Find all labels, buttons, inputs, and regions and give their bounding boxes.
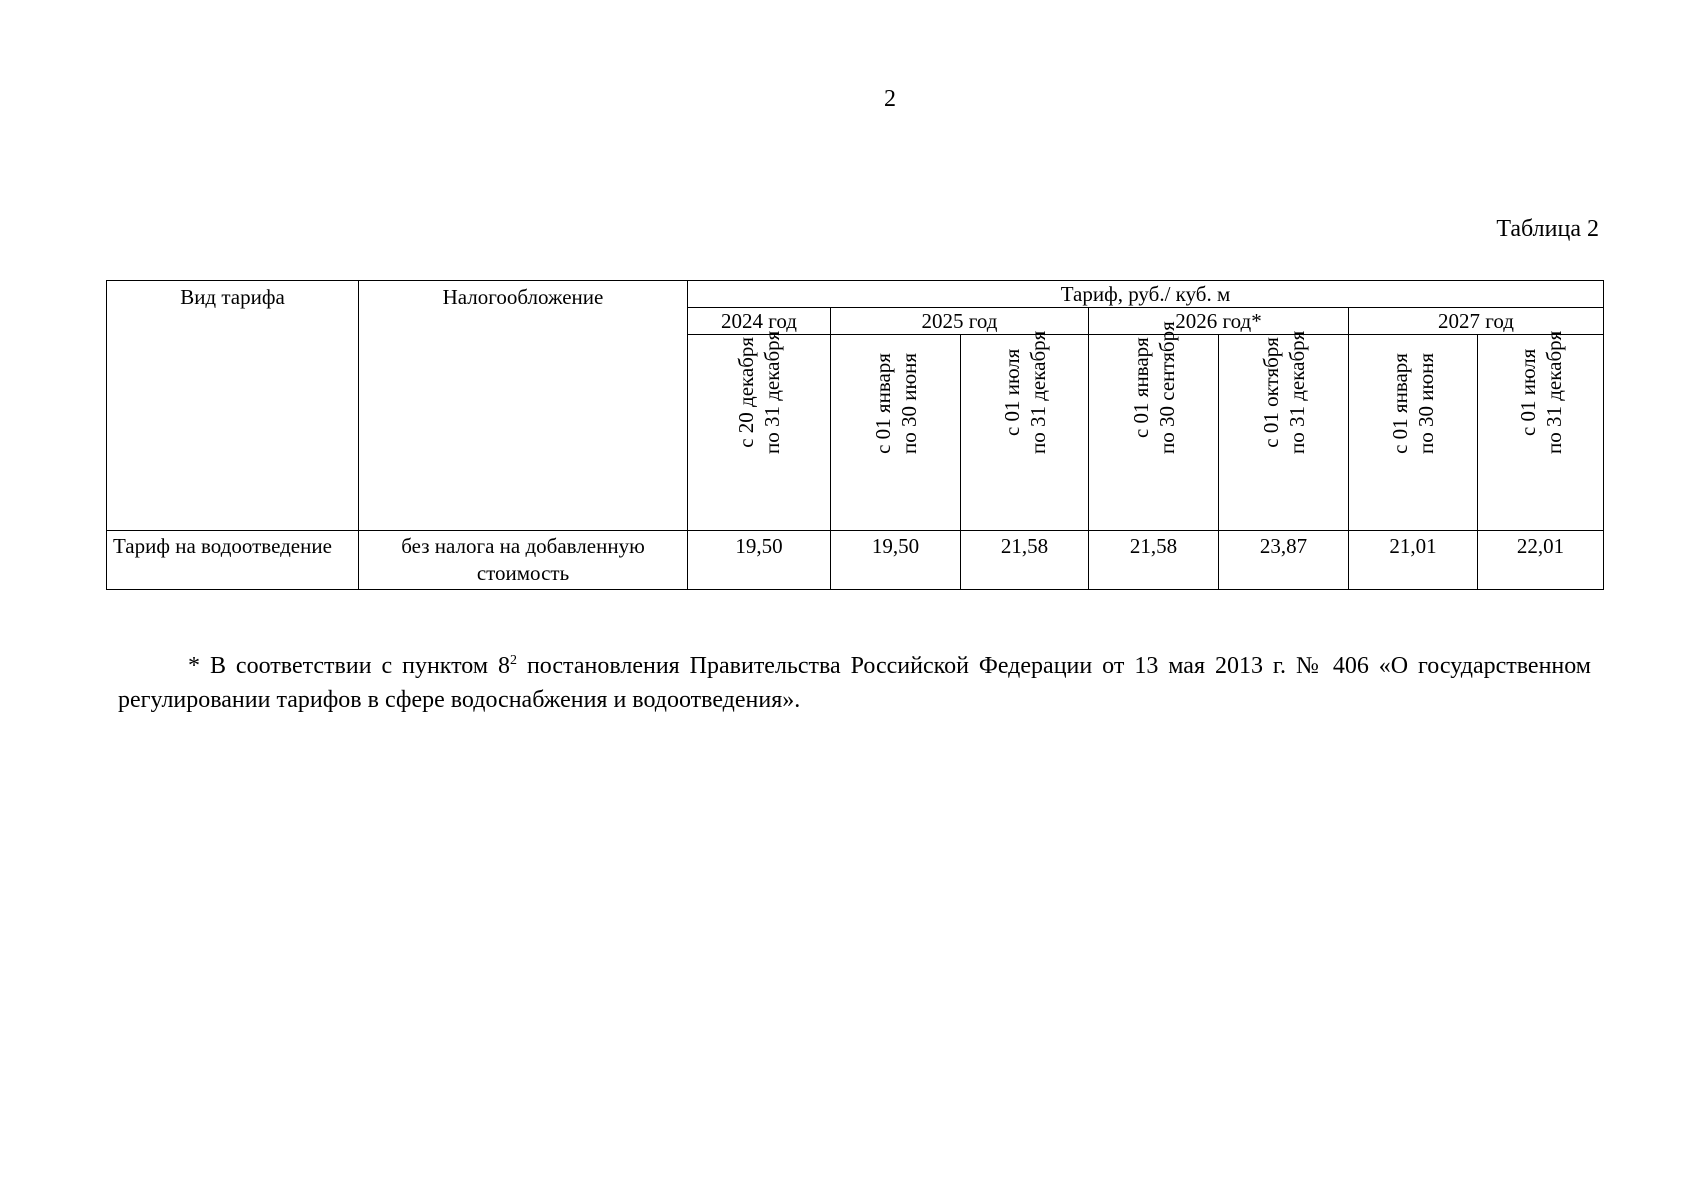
header-year-2026: 2026 год* — [1089, 308, 1349, 335]
period-header — [1219, 330, 1349, 531]
period-label — [999, 331, 1051, 454]
table-caption: Таблица 2 — [1496, 216, 1599, 242]
cell-value: 19,50 — [831, 531, 961, 590]
footnote — [118, 644, 1591, 717]
footnote-superscript: 2 — [510, 653, 517, 668]
cell-value: 23,87 — [1219, 531, 1349, 590]
period-end: по 31 декабря — [1541, 330, 1566, 454]
period-start: с 01 июля — [999, 348, 1024, 437]
header-year-2024: 2024 год — [688, 308, 831, 335]
period-header — [961, 330, 1089, 531]
period-start: с 01 января — [1128, 337, 1153, 439]
period-header — [688, 330, 831, 531]
period-start: с 01 октября — [1258, 337, 1283, 448]
header-taxation: Налогообложение — [359, 281, 688, 531]
cell-taxation: без налога на добавленную стоимость — [359, 531, 688, 590]
period-label — [1128, 321, 1180, 454]
period-header — [1089, 321, 1219, 531]
cell-value: 21,58 — [1089, 531, 1219, 590]
cell-value: 22,01 — [1478, 531, 1604, 590]
cell-value: 21,01 — [1349, 531, 1478, 590]
period-end: по 30 июня — [896, 352, 921, 454]
period-end: по 31 декабря — [1284, 330, 1309, 454]
period-header — [1349, 335, 1478, 531]
period-label — [870, 353, 922, 454]
period-end: по 30 сентября — [1154, 321, 1179, 454]
page-number: 2 — [884, 86, 896, 112]
period-label — [1515, 331, 1567, 454]
period-start: с 20 декабря — [734, 336, 758, 448]
period-start: с 01 января — [870, 353, 895, 454]
period-start: с 01 января — [1388, 353, 1412, 454]
table-row — [107, 531, 1604, 590]
cell-value: 21,58 — [961, 531, 1089, 590]
period-end: по 30 июня — [1414, 352, 1438, 454]
period-header — [831, 335, 961, 531]
header-tariff-rate: Тариф, руб./ куб. м — [688, 281, 1604, 308]
tariff-table — [106, 280, 1604, 590]
period-start: с 01 июля — [1515, 348, 1540, 437]
period-end: по 31 декабря — [1025, 330, 1050, 454]
footnote-text-start: * В соответствии с пунктом 8 — [188, 653, 510, 679]
period-end: по 31 декабря — [760, 330, 784, 454]
header-year-2027: 2027 год — [1349, 308, 1604, 335]
header-tariff-type: Вид тарифа — [107, 281, 359, 531]
cell-tariff-type: Тариф на водоотведение — [107, 531, 359, 590]
footnote-text-end: постановления Правительства Российской Федерации от 13 мая 2013 г. № 406 «О государственном регулировании тарифов в сфере водоснабжения и водоотведения». — [118, 653, 1591, 713]
period-label — [1258, 331, 1310, 454]
period-label — [733, 331, 785, 454]
period-label — [1387, 353, 1439, 454]
cell-value: 19,50 — [688, 531, 831, 590]
period-header — [1478, 330, 1604, 531]
header-year-2025: 2025 год — [831, 308, 1089, 335]
